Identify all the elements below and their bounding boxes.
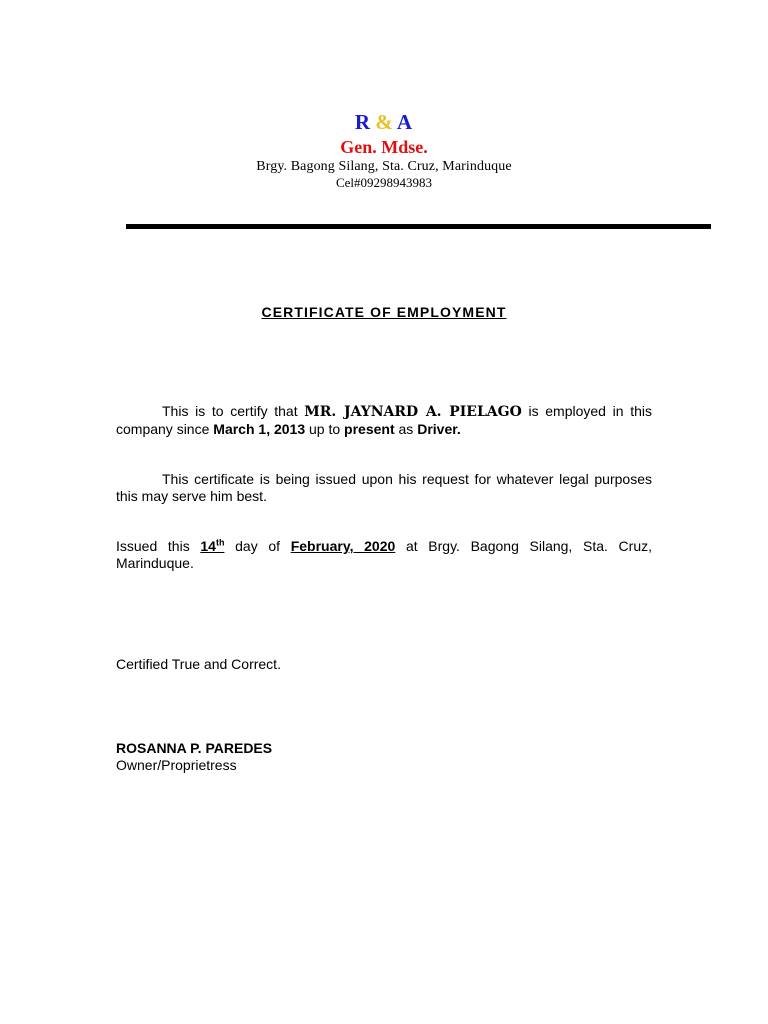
signatory-name: ROSANNA P. PAREDES xyxy=(116,740,273,756)
employee-position: Driver. xyxy=(417,421,461,437)
brand-letter-r: R xyxy=(354,110,371,134)
brand-letter-a: A xyxy=(396,110,413,134)
signatory-title: Owner/Proprietress xyxy=(116,757,237,773)
employment-start-date: March 1, 2013 xyxy=(213,421,306,437)
p3-text-1: Issued this xyxy=(116,538,201,554)
employee-name: MR. JAYNARD A. PIELAGO xyxy=(304,404,522,420)
purpose-text: This certificate is being issued upon his request for whatever legal purposes this may serve him best. xyxy=(116,471,652,504)
issuance-paragraph xyxy=(116,538,652,572)
p3-text-3: at Brgy. Bagong Silang, Sta. Cruz, Marinduque. xyxy=(116,538,653,571)
issue-day-number: 14 xyxy=(200,538,216,554)
company-name: Gen. Mdse. xyxy=(340,137,428,157)
purpose-paragraph xyxy=(116,471,652,505)
p1-text-4: as xyxy=(394,421,418,437)
p3-text-2: day of xyxy=(224,538,291,554)
letterhead xyxy=(0,109,768,191)
p1-text-2: is employed in this company since xyxy=(116,403,652,437)
certified-statement: Certified True and Correct. xyxy=(116,656,281,672)
p1-text-1: This is to certify that xyxy=(162,403,305,419)
company-cellphone: Cel#09298943983 xyxy=(335,175,433,190)
issue-day-suffix: th xyxy=(215,537,225,548)
brand-ampersand: & xyxy=(375,110,393,134)
certification-paragraph xyxy=(116,403,652,438)
employment-end: present xyxy=(344,421,395,437)
company-address: Brgy. Bagong Silang, Sta. Cruz, Marinduque xyxy=(256,159,512,174)
document-title: CERTIFICATE OF EMPLOYMENT xyxy=(261,304,507,320)
issue-day xyxy=(200,538,224,554)
p1-text-3: up to xyxy=(305,421,345,437)
issue-month-year: February, 2020 xyxy=(290,538,396,554)
header-divider xyxy=(126,224,711,229)
brand-logo xyxy=(0,109,768,135)
